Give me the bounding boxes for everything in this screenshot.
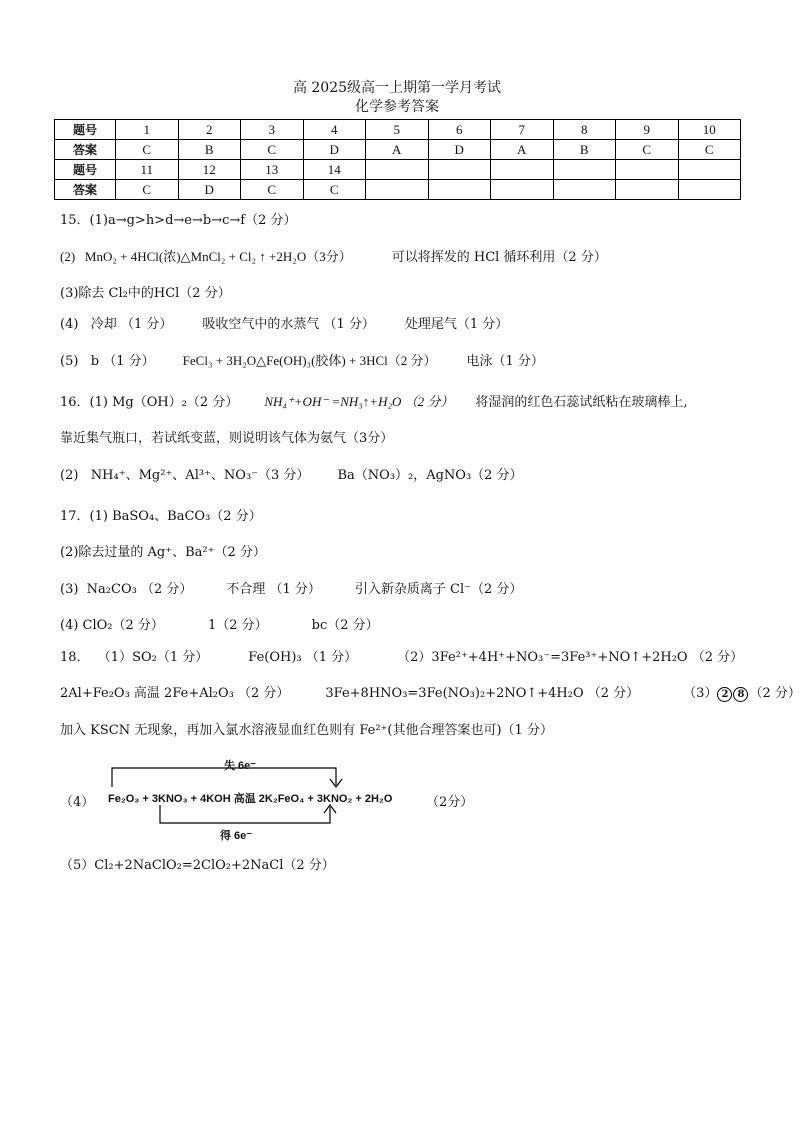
table-cell: [616, 160, 679, 180]
table-cell: [491, 180, 554, 200]
table-cell: B: [553, 140, 616, 160]
gain-electrons-label: 得 6e⁻: [220, 830, 253, 842]
q15-4c: 处理尾气（1 分）: [404, 317, 509, 332]
table-cell: 13: [241, 160, 304, 180]
q15-4a: (4) 冷却 （1 分）: [60, 317, 173, 332]
q16-1: [60, 393, 688, 412]
q18-2c: 3Fe+8HNO₃=3Fe(NO₃)₂+2NO↑+4H₂O （2 分）: [325, 686, 640, 701]
q17-3a: (3) Na₂CO₃ （2 分）: [60, 582, 193, 597]
q16-2: [60, 467, 523, 485]
table-cell: A: [366, 140, 429, 160]
table-cell: C: [116, 180, 179, 200]
q18-5: （5）Cl₂+2NaClO₂=2ClO₂+2NaCl（2 分）: [60, 858, 335, 873]
table-cell: A: [491, 140, 554, 160]
q16-1c: 将湿润的红色石蕊试纸粘在玻璃棒上,: [475, 395, 688, 410]
table-cell: 1: [116, 120, 179, 140]
q18-1: [60, 649, 743, 667]
lose-electrons-label: 失 6e⁻: [224, 760, 257, 772]
table-cell: 3: [241, 120, 304, 140]
table-cell: 7: [491, 120, 554, 140]
table-cell: 12: [178, 160, 241, 180]
q15-5c: 电泳（1 分）: [466, 354, 544, 369]
table-cell: [616, 180, 679, 200]
table-cell: 14: [303, 160, 366, 180]
q18-1b: Fe(OH)₃ （1 分）: [248, 650, 358, 665]
q18-4-score: （2分）: [426, 795, 474, 810]
q17-4b: 1（2 分）: [207, 618, 268, 633]
table-cell: 5: [366, 120, 429, 140]
q15-3: (3)除去 Cl₂中的HCl（2 分）: [60, 286, 231, 301]
table-cell: [553, 180, 616, 200]
table-cell: [428, 160, 491, 180]
q15-5: [60, 352, 544, 371]
q15-2-note: 可以将挥发的 HCl 循环利用（2 分）: [391, 250, 607, 265]
redox-diagram: [60, 757, 480, 841]
q15-5a: (5) b （1 分）: [60, 354, 155, 369]
table-row: [55, 160, 741, 180]
table-cell: C: [241, 180, 304, 200]
q15-1: 15．(1)a→g>h>d→e→b→c→f（2 分）: [60, 213, 297, 228]
table-cell: [366, 180, 429, 200]
q18-4-equation: Fe₂O₃ + 3KNO₃ + 4KOH 高温 2K₂FeO₄ + 3KNO₂ + 2H₂O: [108, 793, 393, 805]
q17-4a: (4) ClO₂（2 分）: [60, 618, 164, 633]
circled-8: 8: [733, 687, 748, 702]
table-row: [55, 180, 741, 200]
q15-2: [60, 248, 607, 267]
q15-2-equation: (2) MnO₂ + 4HCl(浓)△MnCl₂ + Cl₂ ↑ +2H₂O（3分）: [60, 249, 352, 264]
table-cell: [491, 160, 554, 180]
table-cell: [428, 180, 491, 200]
exam-subtitle: 化学参考答案: [355, 99, 439, 115]
table-cell: [678, 160, 741, 180]
table-cell: C: [241, 140, 304, 160]
table-cell: [678, 180, 741, 200]
q18-4-label: （4）: [60, 795, 95, 810]
table-cell: 10: [678, 120, 741, 140]
exam-title: 高 2025级高一上期第一学月考试: [292, 80, 502, 96]
table-cell: 2: [178, 120, 241, 140]
table-cell: 9: [616, 120, 679, 140]
q18-2b: 2Al+Fe₂O₃ 高温 2Fe+Al₂O₃ （2 分）: [60, 686, 290, 701]
q15-4: [60, 316, 508, 334]
q17-3: [60, 581, 522, 599]
table-cell: D: [303, 140, 366, 160]
q16-1-cont: 靠近集气瓶口，若试纸变蓝，则说明该气体为氨气（3分）: [60, 431, 394, 446]
q17-3c: 引入新杂质离子 Cl⁻（2 分）: [354, 582, 523, 597]
table-cell: 11: [116, 160, 179, 180]
q16-1a: 16．(1) Mg（OH）₂（2 分）: [60, 395, 239, 410]
table-cell: 6: [428, 120, 491, 140]
q16-2b: Ba（NO₃）₂，AgNO₃（2 分）: [337, 468, 523, 483]
table-cell: D: [178, 180, 241, 200]
table-row: [55, 120, 741, 140]
row-header: 答案: [55, 180, 116, 200]
table-cell: C: [616, 140, 679, 160]
table-cell: D: [428, 140, 491, 160]
q16-2a: (2) NH₄⁺、Mg²⁺、Al³⁺、NO₃⁻（3 分）: [60, 468, 310, 483]
table-cell: [366, 160, 429, 180]
q18-2a: （2）3Fe²⁺+4H⁺+NO₃⁻=3Fe³⁺+NO↑+2H₂O （2 分）: [397, 650, 744, 665]
q17-4c: bc（2 分）: [311, 618, 379, 633]
q18-3-cont: 加入 KSCN 无现象，再加入氯水溶液显血红色则有 Fe²⁺(其他合理答案也可)（1 分）: [60, 723, 553, 738]
answer-table: [54, 119, 741, 200]
table-row: [55, 140, 741, 160]
q18-2: [60, 685, 801, 703]
q17-1: 17．(1) BaSO₄、BaCO₃（2 分）: [60, 509, 262, 524]
q16-1b: NH₄⁺+OH⁻ =NH₃↑+H₂O （2 分）: [264, 394, 454, 409]
table-cell: [553, 160, 616, 180]
table-cell: C: [678, 140, 741, 160]
q15-5b: FeCl₃ + 3H₂O△Fe(OH)₃(胶体) + 3HCl（2 分）: [182, 353, 437, 368]
q17-4: [60, 617, 379, 635]
table-cell: 8: [553, 120, 616, 140]
q17-2: (2)除去过量的 Ag⁺、Ba²⁺（2 分）: [60, 545, 266, 560]
q15-4b: 吸收空气中的水蒸气 （1 分）: [202, 317, 375, 332]
table-cell: C: [303, 180, 366, 200]
q17-3b: 不合理 （1 分）: [226, 582, 321, 597]
table-cell: B: [178, 140, 241, 160]
q18-3-label: （3）: [683, 686, 718, 701]
table-cell: 4: [303, 120, 366, 140]
circled-2: 2: [717, 687, 732, 702]
table-cell: C: [116, 140, 179, 160]
row-header: 答案: [55, 140, 116, 160]
q18-3-score: （2 分）: [749, 686, 801, 701]
row-header: 题号: [55, 160, 116, 180]
q18-1a: 18． （1）SO₂（1 分）: [60, 650, 209, 665]
row-header: 题号: [55, 120, 116, 140]
